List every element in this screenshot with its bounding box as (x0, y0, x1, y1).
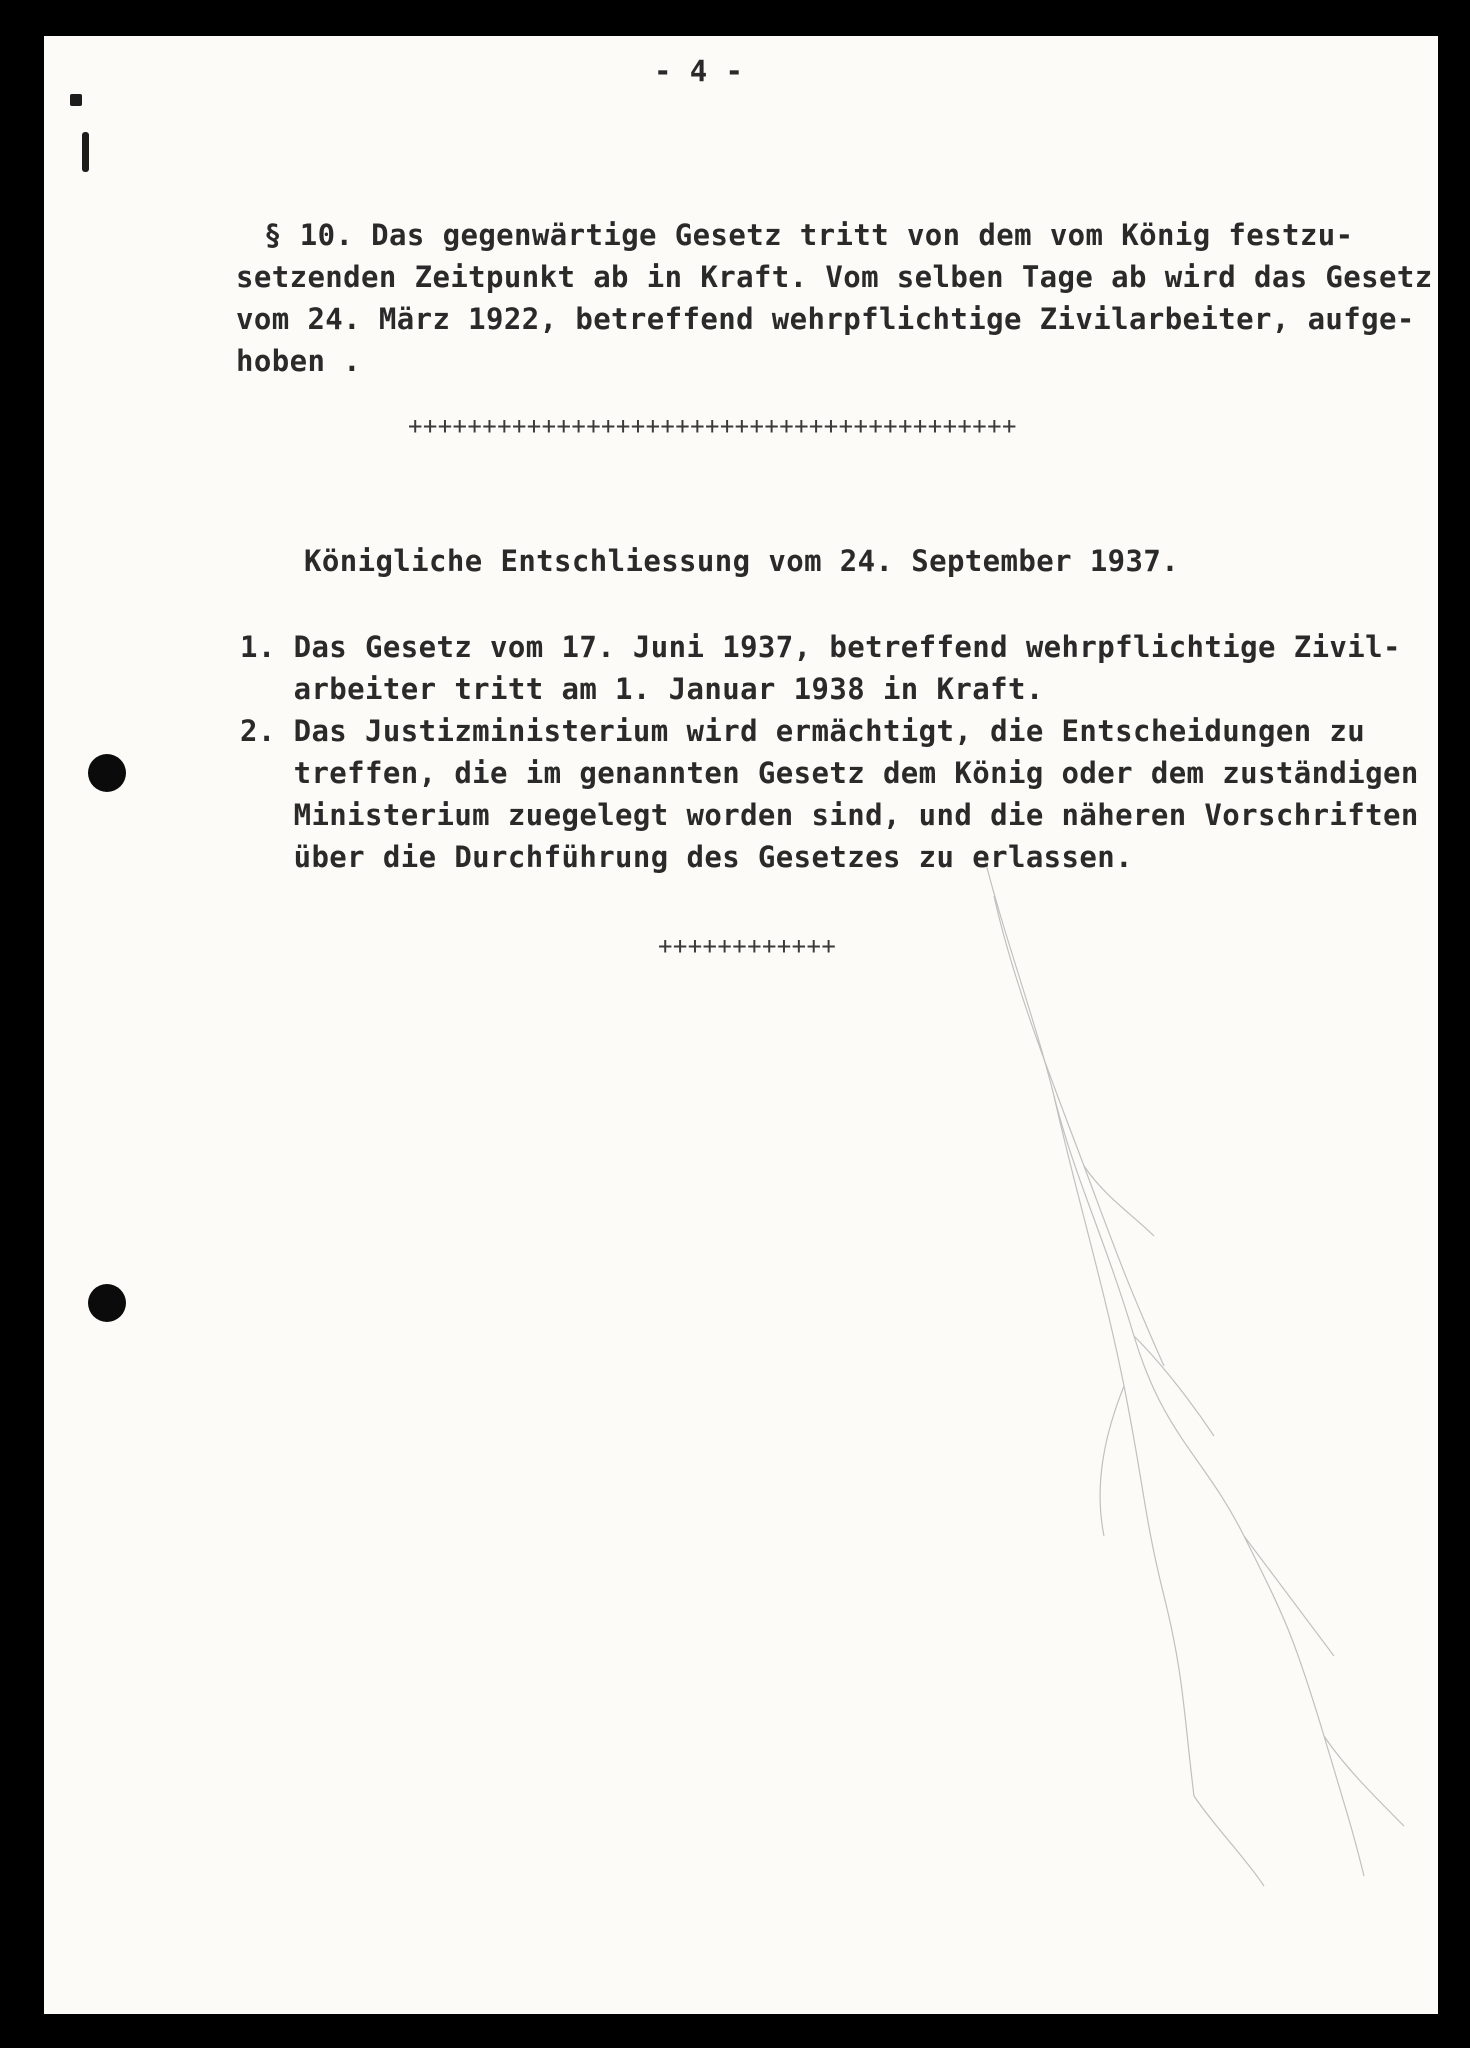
item-1-line-2: arbeiter tritt am 1. Januar 1938 in Kraft. (240, 672, 1044, 706)
item-2-line-3: Ministerium zuegelegt worden sind, und die näheren Vorschriften (240, 798, 1419, 832)
paragraph-10-line-4: hoben . (236, 344, 362, 378)
resolution-heading: Königliche Entschliessung vom 24. September 1937. (304, 544, 1180, 578)
punch-hole (88, 1284, 126, 1322)
item-2-line-2: treffen, die im genannten Gesetz dem König oder dem zuständigen (240, 756, 1419, 790)
separator-line: +++++++++++++++++++++++++++++++++++++++++ (408, 412, 1017, 440)
item-2-line-1: 2. Das Justizministerium wird ermächtigt, die Entscheidungen zu (240, 714, 1366, 748)
paragraph-10-line-3: vom 24. März 1922, betreffend wehrpflichtige Zivilarbeiter, aufge- (236, 302, 1415, 336)
staple-mark (82, 132, 89, 172)
paragraph-10-line-2: setzenden Zeitpunkt ab in Kraft. Vom selben Tage ab wird das Gesetz (236, 260, 1433, 294)
item-1-line-1: 1. Das Gesetz vom 17. Juni 1937, betreffend wehrpflichtige Zivil- (240, 630, 1401, 664)
end-separator: ++++++++++++ (658, 932, 837, 960)
paragraph-10-line-1: § 10. Das gegenwärtige Gesetz tritt von dem vom König festzu- (264, 218, 1354, 252)
punch-hole (88, 754, 126, 792)
document-page (44, 36, 1438, 2014)
page-number: - 4 - (654, 54, 744, 88)
item-2-line-4: über die Durchführung des Gesetzes zu erlassen. (240, 840, 1133, 874)
staple-mark (70, 94, 82, 106)
